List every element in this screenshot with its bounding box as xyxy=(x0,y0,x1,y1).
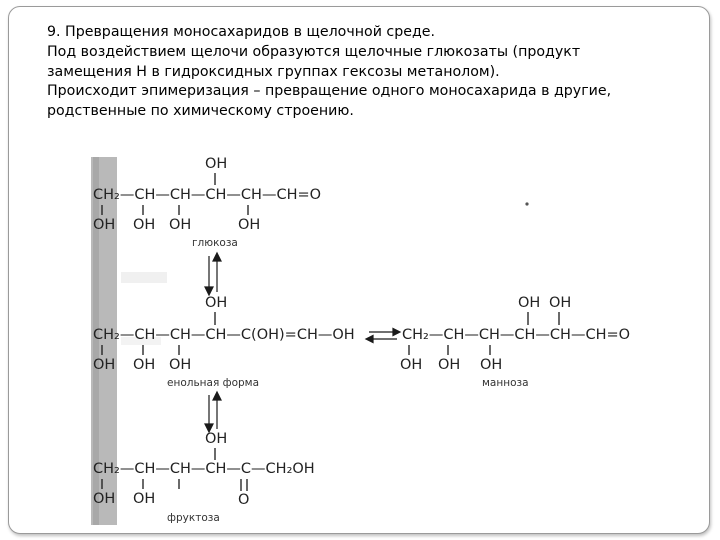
enol-oh-3: OH xyxy=(169,357,192,373)
equilibrium-arrow-2 xyxy=(366,329,400,343)
glucose-oh-2: OH xyxy=(133,217,156,233)
enol-caption: енольная форма xyxy=(167,377,260,389)
fructose-caption: фруктоза xyxy=(167,512,220,524)
reaction-scheme xyxy=(91,157,651,529)
glucose-oh-4: OH xyxy=(238,217,261,233)
slide xyxy=(8,6,710,534)
mannose-top-oh-2: OH xyxy=(549,295,572,311)
text-line: 9. Превращения моносахаридов в щелочной среде. xyxy=(47,24,436,40)
text-line: Происходит эпимеризация – превращение одного моносахарида в другие, xyxy=(47,83,612,100)
equilibrium-arrow-1 xyxy=(205,253,221,295)
glucose-oh-3: OH xyxy=(169,217,192,233)
glucose-chain: CH₂—CH—CH—CH—CH—CH=O xyxy=(93,187,322,203)
mannose-oh-2: OH xyxy=(438,357,461,373)
fructose-chain: CH₂—CH—CH—CH—C—CH₂OH xyxy=(93,461,315,477)
mannose-caption: манноза xyxy=(482,377,529,389)
enol-top-oh: OH xyxy=(205,295,228,311)
glucose-top-oh: OH xyxy=(205,156,228,172)
fructose-oh-1: OH xyxy=(93,491,116,507)
text-line: Под воздействием щелочи образуются щелочные глюкозаты (продукт xyxy=(47,43,581,60)
equilibrium-arrow-3 xyxy=(205,392,221,432)
fructose-top-oh: OH xyxy=(205,431,228,447)
slide-text xyxy=(47,23,687,122)
enol-chain: CH₂—CH—CH—CH—C(OH)=CH—OH xyxy=(93,327,355,343)
mannose-top-oh-1: OH xyxy=(518,295,541,311)
mannose-oh-3: OH xyxy=(480,357,503,373)
enol-oh-2: OH xyxy=(133,357,156,373)
glucose-caption: глюкоза xyxy=(192,237,238,249)
text-line: родственные по химическому строению. xyxy=(47,103,354,120)
fructose-oh-2: OH xyxy=(133,491,156,507)
mannose-chain: CH₂—CH—CH—CH—CH—CH=O xyxy=(402,327,631,343)
fructose-carbonyl-o: O xyxy=(238,492,250,508)
mannose-oh-1: OH xyxy=(400,357,423,373)
enol-oh-1: OH xyxy=(93,357,116,373)
glucose-oh-1: OH xyxy=(93,217,116,233)
text-line: замещения Н в гидроксидных группах гексозы метанолом). xyxy=(47,63,500,80)
